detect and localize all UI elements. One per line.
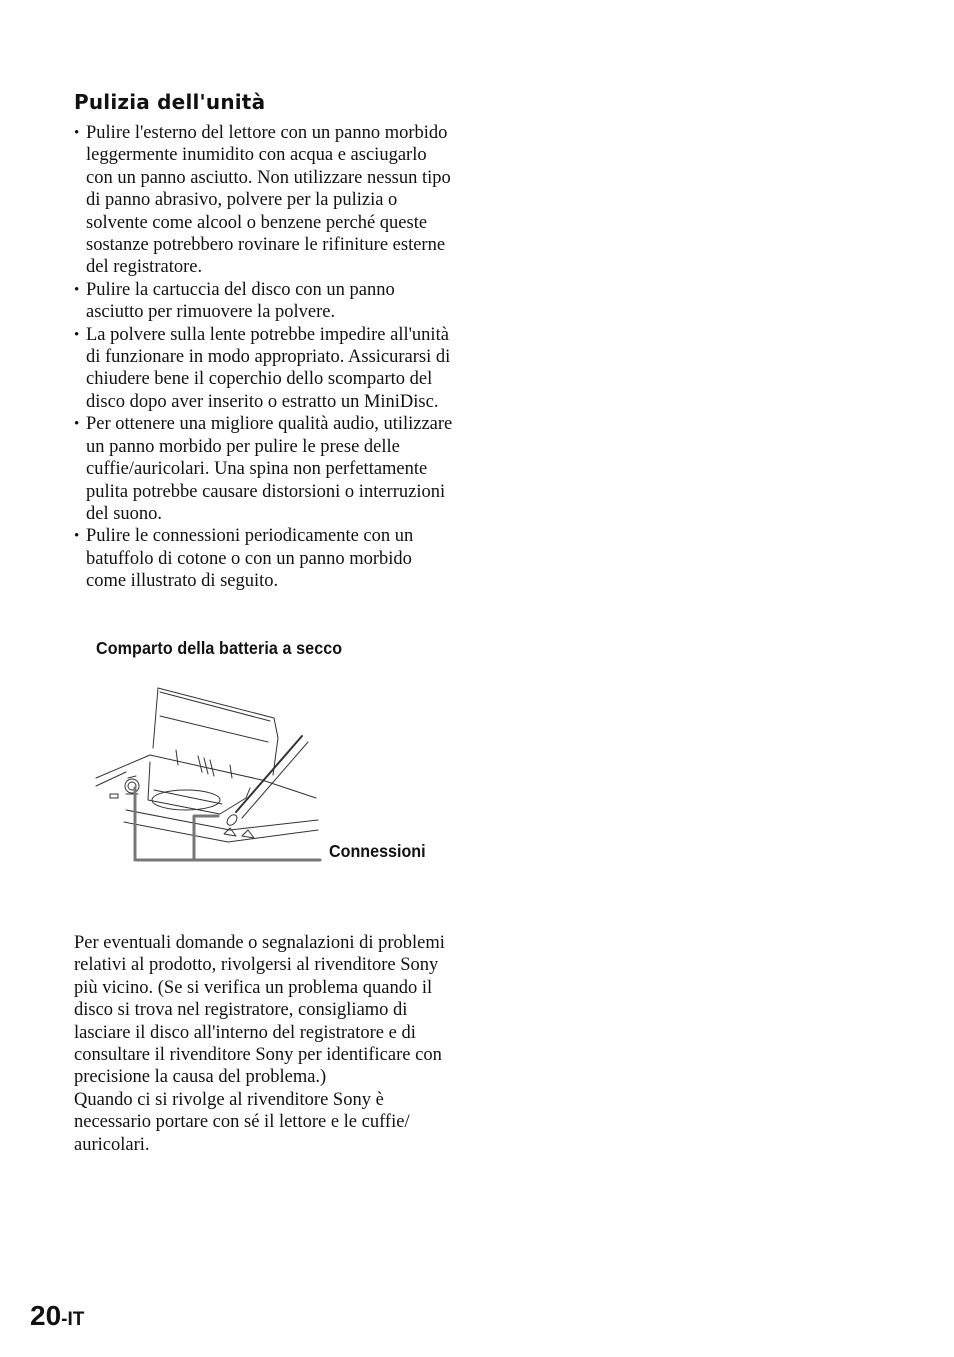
cleaning-instructions-list xyxy=(74,122,454,593)
page-number-value: 20 xyxy=(30,1300,62,1331)
list-item: • Pulire l'esterno del lettore con un panno morbido leggermente inumidito con acqua e asciugarlo con un panno asciutto. Non utilizzare nessun tipo di panno abrasivo, polvere per la pulizia o solvente come alcool o benzene perché queste sostanze potrebbero rovinare le rifiniture esterne del registratore. xyxy=(74,122,454,279)
figure-caption: Comparto della batteria a secco xyxy=(96,638,343,658)
contact-paragraph: Per eventuali domande o segnalazioni di problemi relativi al prodotto, rivolgersi al rivenditore Sony più vicino. (Se si verifica un problema quando il disco si trova nel registratore, consigliamo di lasciare il disco all'interno del registratore e di consultare il rivenditore Sony per identificare con precisione la causa del problema.) xyxy=(74,933,445,1088)
section-heading: Pulizia dell'unità xyxy=(74,90,266,114)
battery-compartment-illustration xyxy=(90,680,330,870)
list-item: • Per ottenere una migliore qualità audio, utilizzare un panno morbido per pulire le prese delle cuffie/auricolari. Una spina non perfettamente pulita potrebbe causare distorsioni o interruzioni del suono. xyxy=(74,413,454,525)
list-item: • Pulire la cartuccia del disco con un panno asciutto per rimuovere la polvere. xyxy=(74,279,454,324)
page-number xyxy=(30,1300,84,1332)
list-item: • La polvere sulla lente potrebbe impedire all'unità di funzionare in modo appropriato. Assicurarsi di chiudere bene il coperchio dello scomparto del disco dopo aver inserito o estratto un MiniDisc. xyxy=(74,324,454,414)
page-number-suffix: -IT xyxy=(61,1309,85,1330)
list-item: • Pulire le connessioni periodicamente con un batuffolo di cotone o con un panno morbido come illustrato di seguito. xyxy=(74,525,454,592)
contact-paragraph: Quando ci si rivolge al rivenditore Sony è necessario portare con sé il lettore e le cuffie/ auricolari. xyxy=(74,1089,410,1155)
connections-callout-label: Connessioni xyxy=(329,841,426,861)
contact-text xyxy=(74,932,454,1156)
